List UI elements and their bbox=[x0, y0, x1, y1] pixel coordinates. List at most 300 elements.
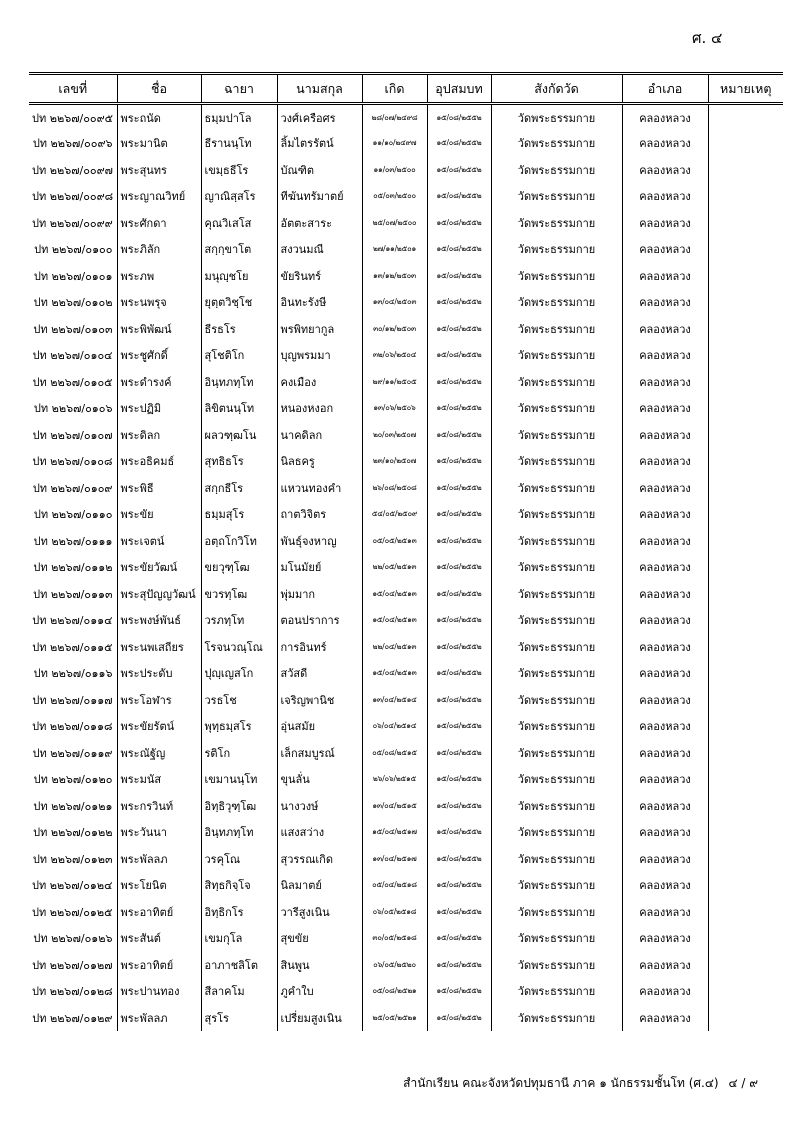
cell-temple: วัดพระธรรมกาย bbox=[491, 263, 622, 290]
cell-number: ปท ๒๒๖๗/๐๑๑๙ bbox=[32, 746, 113, 760]
cell-chaya: พุทฺธมฺสโร bbox=[201, 713, 277, 740]
form-code: ศ. ๔ bbox=[692, 29, 723, 47]
cell-number: ปท ๒๒๖๗/๐๑๐๙ bbox=[32, 481, 113, 495]
cell-temple: วัดพระธรรมกาย bbox=[491, 740, 622, 767]
cell-remark bbox=[708, 501, 783, 528]
cell-district: คลองหลวง bbox=[622, 289, 708, 316]
cell-ordination-date: ๑๕/๐๘/๒๕๕๒ bbox=[427, 634, 491, 661]
cell-district: คลองหลวง bbox=[622, 978, 708, 1005]
cell-chaya: สุรโร bbox=[201, 1005, 277, 1032]
cell-temple: วัดพระธรรมกาย bbox=[491, 448, 622, 475]
cell-remark bbox=[708, 660, 783, 687]
cell-number: ปท ๒๒๖๗/๐๑๐๖ bbox=[33, 402, 113, 416]
cell-chaya: อินฺทภทฺโท bbox=[201, 369, 277, 396]
cell-number: ปท ๒๒๖๗/๐๑๑๓ bbox=[33, 587, 113, 601]
header-number: เลขที่ bbox=[29, 74, 117, 104]
header-ordination: อุปสมบท bbox=[427, 74, 491, 104]
cell-surname: ขุนลั่น bbox=[277, 766, 362, 793]
cell-ordination-date: ๑๕/๐๘/๒๕๕๒ bbox=[427, 236, 491, 263]
cell-surname: ทีฆันทรัมาตย์ bbox=[277, 183, 362, 210]
table-row bbox=[29, 210, 783, 237]
cell-ordination-date: ๑๕/๐๘/๒๕๕๒ bbox=[427, 554, 491, 581]
cell-remark bbox=[708, 183, 783, 210]
cell-number: ปท ๒๒๖๗/๐๐๙๙ bbox=[32, 216, 113, 230]
cell-chaya: รติโก bbox=[201, 740, 277, 767]
cell-temple: วัดพระธรรมกาย bbox=[491, 104, 622, 131]
page-footer bbox=[397, 1074, 758, 1093]
cell-birth-date: ๐๕/๐๘/๒๕๑๕ bbox=[362, 740, 427, 767]
cell-district: คลองหลวง bbox=[622, 395, 708, 422]
cell-surname: เจริญพานิช bbox=[277, 687, 362, 714]
cell-name: พระขัยวัฒน์ bbox=[117, 554, 201, 581]
cell-name: พระญาณวิทย์ bbox=[117, 183, 201, 210]
cell-birth-date: ๐๖/๐๕/๒๕๒๐ bbox=[362, 952, 427, 979]
cell-birth-date: ๑๕/๐๔/๒๕๑๓ bbox=[362, 607, 427, 634]
header-remark: หมายเหตุ bbox=[708, 74, 783, 104]
cell-birth-date: ๑๑/๐๓/๒๕๐๐ bbox=[362, 157, 427, 184]
cell-number: ปท ๒๒๖๗/๐๑๑๒ bbox=[33, 561, 113, 575]
cell-number: ปท ๒๒๖๗/๐๑๒๕ bbox=[32, 905, 113, 919]
cell-chaya: เขมานนฺโท bbox=[201, 766, 277, 793]
cell-district: คลองหลวง bbox=[622, 263, 708, 290]
cell-birth-date: ๑๓/๐๔/๒๕๐๓ bbox=[362, 289, 427, 316]
cell-remark bbox=[708, 104, 783, 131]
cell-temple: วัดพระธรรมกาย bbox=[491, 660, 622, 687]
cell-ordination-date: ๑๕/๐๘/๒๕๕๒ bbox=[427, 660, 491, 687]
cell-temple: วัดพระธรรมกาย bbox=[491, 395, 622, 422]
table-row bbox=[29, 793, 783, 820]
cell-chaya: สุโชติโก bbox=[201, 342, 277, 369]
table-row bbox=[29, 872, 783, 899]
cell-birth-date: ๐๕/๐๔/๒๕๑๘ bbox=[362, 872, 427, 899]
cell-number: ปท ๒๒๖๗/๐๐๙๗ bbox=[32, 163, 113, 177]
cell-number: ปท ๒๒๖๗/๐๑๑๕ bbox=[32, 640, 113, 654]
cell-number: ปท ๒๒๖๗/๐๑๐๓ bbox=[33, 322, 113, 336]
table-row bbox=[29, 687, 783, 714]
cell-remark bbox=[708, 210, 783, 237]
table-row bbox=[29, 236, 783, 263]
cell-temple: วัดพระธรรมกาย bbox=[491, 819, 622, 846]
cell-birth-date: ๑๓/๐๔/๒๕๑๗ bbox=[362, 846, 427, 873]
cell-district: คลองหลวง bbox=[622, 634, 708, 661]
cell-name: พระถนัด bbox=[117, 104, 201, 131]
cell-district: คลองหลวง bbox=[622, 687, 708, 714]
cell-district: คลองหลวง bbox=[622, 369, 708, 396]
cell-name: พระปฏิมิ bbox=[117, 395, 201, 422]
cell-number: ปท ๒๒๖๗/๐๑๒๓ bbox=[32, 852, 113, 866]
cell-ordination-date: ๑๕/๐๘/๒๕๕๒ bbox=[427, 210, 491, 237]
table-header-row bbox=[29, 74, 783, 104]
cell-chaya: เขมกุโล bbox=[201, 925, 277, 952]
cell-temple: วัดพระธรรมกาย bbox=[491, 342, 622, 369]
cell-temple: วัดพระธรรมกาย bbox=[491, 183, 622, 210]
cell-number: ปท ๒๒๖๗/๐๑๒๑ bbox=[33, 799, 113, 813]
cell-remark bbox=[708, 1005, 783, 1032]
header-district: อำเภอ bbox=[622, 74, 708, 104]
cell-chaya: โรจนวณฺโณ bbox=[201, 634, 277, 661]
cell-district: คลองหลวง bbox=[622, 104, 708, 131]
cell-surname: เล็กสมบูรณ์ bbox=[277, 740, 362, 767]
cell-ordination-date: ๑๕/๐๘/๒๕๕๒ bbox=[427, 104, 491, 131]
cell-surname: แหวนทองคำ bbox=[277, 475, 362, 502]
cell-name: พระดิลก bbox=[117, 422, 201, 449]
cell-ordination-date: ๑๕/๐๘/๒๕๕๒ bbox=[427, 448, 491, 475]
cell-chaya: เขมฺธธีโร bbox=[201, 157, 277, 184]
table-row bbox=[29, 289, 783, 316]
cell-chaya: สิทฺธกิจฺโจ bbox=[201, 872, 277, 899]
cell-surname: ภูคำใบ bbox=[277, 978, 362, 1005]
cell-number: ปท ๒๒๖๗/๐๑๑๖ bbox=[33, 667, 113, 681]
cell-chaya: อิทฺธิวุฑฺโฒ bbox=[201, 793, 277, 820]
cell-birth-date: ๒๐/๐๓/๒๕๐๗ bbox=[362, 422, 427, 449]
cell-name: พระอธิคมธ์ bbox=[117, 448, 201, 475]
table-row bbox=[29, 899, 783, 926]
cell-temple: วัดพระธรรมกาย bbox=[491, 793, 622, 820]
cell-name: พระมนัส bbox=[117, 766, 201, 793]
cell-ordination-date: ๑๕/๐๘/๒๕๕๒ bbox=[427, 978, 491, 1005]
cell-surname: ลิ้มไตรรัตน์ bbox=[277, 130, 362, 157]
cell-chaya: วรธโช bbox=[201, 687, 277, 714]
cell-remark bbox=[708, 846, 783, 873]
cell-surname: บัณฑิต bbox=[277, 157, 362, 184]
cell-ordination-date: ๑๕/๐๘/๒๕๕๒ bbox=[427, 740, 491, 767]
cell-surname: สงวนมณี bbox=[277, 236, 362, 263]
cell-surname: สินพูน bbox=[277, 952, 362, 979]
cell-district: คลองหลวง bbox=[622, 952, 708, 979]
cell-district: คลองหลวง bbox=[622, 554, 708, 581]
cell-name: พระภพ bbox=[117, 263, 201, 290]
cell-birth-date: ๐๖/๐๕/๒๕๑๘ bbox=[362, 899, 427, 926]
cell-name: พระขัย bbox=[117, 501, 201, 528]
cell-ordination-date: ๑๕/๐๘/๒๕๕๒ bbox=[427, 872, 491, 899]
cell-chaya: ลิขิตนนฺโท bbox=[201, 395, 277, 422]
cell-district: คลองหลวง bbox=[622, 475, 708, 502]
cell-birth-date: ๒๖/๐๘/๒๕๐๘ bbox=[362, 475, 427, 502]
table-row bbox=[29, 819, 783, 846]
table-row bbox=[29, 978, 783, 1005]
cell-number: ปท ๒๒๖๗/๐๐๙๘ bbox=[32, 190, 114, 204]
cell-chaya: อินฺทภทฺโท bbox=[201, 819, 277, 846]
cell-birth-date: ๐๕/๐๕/๒๕๑๓ bbox=[362, 528, 427, 555]
cell-remark bbox=[708, 395, 783, 422]
cell-surname: สุขขัย bbox=[277, 925, 362, 952]
cell-temple: วัดพระธรรมกาย bbox=[491, 369, 622, 396]
cell-chaya: อตฺถโกวิโท bbox=[201, 528, 277, 555]
cell-remark bbox=[708, 528, 783, 555]
cell-temple: วัดพระธรรมกาย bbox=[491, 581, 622, 608]
cell-temple: วัดพระธรรมกาย bbox=[491, 978, 622, 1005]
cell-number: ปท ๒๒๖๗/๐๑๑๔ bbox=[32, 614, 113, 628]
cell-name: พระพัลลภ bbox=[117, 1005, 201, 1032]
table-row bbox=[29, 369, 783, 396]
table-row bbox=[29, 263, 783, 290]
cell-temple: วัดพระธรรมกาย bbox=[491, 713, 622, 740]
cell-name: พระวันนา bbox=[117, 819, 201, 846]
cell-number: ปท ๒๒๖๗/๐๑๒๒ bbox=[33, 826, 113, 840]
cell-chaya: ขวรทฺโฒ bbox=[201, 581, 277, 608]
table-row bbox=[29, 766, 783, 793]
cell-ordination-date: ๑๕/๐๘/๒๕๕๒ bbox=[427, 369, 491, 396]
table-row bbox=[29, 501, 783, 528]
cell-ordination-date: ๑๕/๐๘/๒๕๕๒ bbox=[427, 475, 491, 502]
cell-temple: วัดพระธรรมกาย bbox=[491, 289, 622, 316]
cell-surname: นิลมาตย์ bbox=[277, 872, 362, 899]
table-row bbox=[29, 342, 783, 369]
cell-birth-date: ๐๖/๐๔/๒๕๑๔ bbox=[362, 713, 427, 740]
cell-name: พระณัฐัญ bbox=[117, 740, 201, 767]
cell-number: ปท ๒๒๖๗/๐๑๑๘ bbox=[32, 720, 113, 734]
cell-district: คลองหลวง bbox=[622, 157, 708, 184]
cell-district: คลองหลวง bbox=[622, 925, 708, 952]
cell-birth-date: ๒๘/๐๗/๒๔๙๘ bbox=[362, 104, 427, 131]
cell-number: ปท ๒๒๖๗/๐๑๑๑ bbox=[33, 534, 113, 548]
cell-chaya: สุทธิธโร bbox=[201, 448, 277, 475]
cell-district: คลองหลวง bbox=[622, 713, 708, 740]
table-body bbox=[29, 104, 783, 1032]
cell-remark bbox=[708, 316, 783, 343]
cell-remark bbox=[708, 581, 783, 608]
cell-surname: พรพิทยากูล bbox=[277, 316, 362, 343]
cell-remark bbox=[708, 925, 783, 952]
cell-surname: เปรี่ยมสูงเนิน bbox=[277, 1005, 362, 1032]
table-row bbox=[29, 554, 783, 581]
cell-temple: วัดพระธรรมกาย bbox=[491, 316, 622, 343]
table-row bbox=[29, 130, 783, 157]
table-row bbox=[29, 607, 783, 634]
cell-chaya: คุณวิเสโส bbox=[201, 210, 277, 237]
cell-ordination-date: ๑๕/๐๘/๒๕๕๒ bbox=[427, 130, 491, 157]
table-row bbox=[29, 660, 783, 687]
cell-birth-date: ๑๕/๐๔/๒๕๑๗ bbox=[362, 819, 427, 846]
cell-surname: พุ่มมาก bbox=[277, 581, 362, 608]
cell-name: พระสุปัญญวัฒน์ bbox=[117, 581, 201, 608]
cell-remark bbox=[708, 687, 783, 714]
table-row bbox=[29, 528, 783, 555]
cell-name: พระพิพัฒน์ bbox=[117, 316, 201, 343]
cell-surname: ถาตวิจิตร bbox=[277, 501, 362, 528]
cell-name: พระพัลลภ bbox=[117, 846, 201, 873]
cell-ordination-date: ๑๕/๐๘/๒๕๕๒ bbox=[427, 846, 491, 873]
cell-chaya: ขยวุฑฺโฒ bbox=[201, 554, 277, 581]
cell-surname: บุญพรมมา bbox=[277, 342, 362, 369]
cell-temple: วัดพระธรรมกาย bbox=[491, 872, 622, 899]
cell-surname: พันธุ์จงหาญ bbox=[277, 528, 362, 555]
cell-district: คลองหลวง bbox=[622, 316, 708, 343]
cell-remark bbox=[708, 793, 783, 820]
cell-district: คลองหลวง bbox=[622, 660, 708, 687]
cell-ordination-date: ๑๕/๐๘/๒๕๕๒ bbox=[427, 263, 491, 290]
cell-remark bbox=[708, 607, 783, 634]
cell-birth-date: ๓๐/๐๕/๒๕๑๘ bbox=[362, 925, 427, 952]
cell-district: คลองหลวง bbox=[622, 130, 708, 157]
table-row bbox=[29, 634, 783, 661]
cell-chaya: อิทฺธิกโร bbox=[201, 899, 277, 926]
cell-chaya: วรภทฺโท bbox=[201, 607, 277, 634]
cell-surname: สุวรรณเกิด bbox=[277, 846, 362, 873]
cell-temple: วัดพระธรรมกาย bbox=[491, 501, 622, 528]
cell-ordination-date: ๑๕/๐๘/๒๕๕๒ bbox=[427, 687, 491, 714]
cell-name: พระพงษ์พันธ์ bbox=[117, 607, 201, 634]
cell-birth-date: ๑๕/๐๔/๒๕๑๓ bbox=[362, 660, 427, 687]
cell-surname: แสงสว่าง bbox=[277, 819, 362, 846]
cell-remark bbox=[708, 740, 783, 767]
cell-remark bbox=[708, 289, 783, 316]
cell-district: คลองหลวง bbox=[622, 766, 708, 793]
cell-surname: อัตตะสาระ bbox=[277, 210, 362, 237]
cell-ordination-date: ๑๕/๐๘/๒๕๕๒ bbox=[427, 157, 491, 184]
cell-surname: ขัยรินทร์ bbox=[277, 263, 362, 290]
cell-district: คลองหลวง bbox=[622, 899, 708, 926]
cell-surname: สวัสดี bbox=[277, 660, 362, 687]
cell-ordination-date: ๑๕/๐๘/๒๕๕๒ bbox=[427, 316, 491, 343]
cell-temple: วัดพระธรรมกาย bbox=[491, 899, 622, 926]
table-row bbox=[29, 104, 783, 131]
cell-birth-date: ๑๓/๐๖/๒๕๐๖ bbox=[362, 395, 427, 422]
cell-number: ปท ๒๒๖๗/๐๐๙๕ bbox=[32, 111, 114, 125]
roster-table bbox=[29, 72, 783, 1031]
header-chaya: ฉายา bbox=[201, 74, 277, 104]
cell-name: พระนพรุจ bbox=[117, 289, 201, 316]
cell-ordination-date: ๑๕/๐๘/๒๕๕๒ bbox=[427, 183, 491, 210]
cell-number: ปท ๒๒๖๗/๐๑๑๗ bbox=[32, 693, 113, 707]
cell-district: คลองหลวง bbox=[622, 740, 708, 767]
cell-chaya: ธมฺมสุโร bbox=[201, 501, 277, 528]
cell-district: คลองหลวง bbox=[622, 581, 708, 608]
cell-chaya: วรคุโณ bbox=[201, 846, 277, 873]
cell-chaya: ปุญฺเญสโก bbox=[201, 660, 277, 687]
cell-district: คลองหลวง bbox=[622, 793, 708, 820]
cell-temple: วัดพระธรรมกาย bbox=[491, 157, 622, 184]
cell-surname: คงเมือง bbox=[277, 369, 362, 396]
cell-temple: วัดพระธรรมกาย bbox=[491, 1005, 622, 1032]
cell-ordination-date: ๑๕/๐๘/๒๕๕๒ bbox=[427, 713, 491, 740]
cell-ordination-date: ๑๕/๐๘/๒๕๕๒ bbox=[427, 501, 491, 528]
table-row bbox=[29, 316, 783, 343]
cell-birth-date: ๐๕/๐๘/๒๕๒๑ bbox=[362, 978, 427, 1005]
cell-chaya: ธมฺมปาโล bbox=[201, 104, 277, 131]
cell-number: ปท ๒๒๖๗/๐๐๙๖ bbox=[32, 137, 113, 151]
cell-name: พระศักดา bbox=[117, 210, 201, 237]
cell-chaya: สีลาคโม bbox=[201, 978, 277, 1005]
cell-chaya: ธีรธโร bbox=[201, 316, 277, 343]
table-row bbox=[29, 395, 783, 422]
cell-chaya: อาภาชลิโต bbox=[201, 952, 277, 979]
cell-surname: นาคดิลก bbox=[277, 422, 362, 449]
cell-birth-date: ๑๕/๐๔/๒๕๑๓ bbox=[362, 581, 427, 608]
cell-number: ปท ๒๒๖๗/๐๑๒๔ bbox=[32, 879, 113, 893]
cell-temple: วัดพระธรรมกาย bbox=[491, 422, 622, 449]
cell-remark bbox=[708, 899, 783, 926]
cell-number: ปท ๒๒๖๗/๐๑๐๔ bbox=[32, 349, 113, 363]
cell-birth-date: ๒๓/๑๐/๒๕๐๗ bbox=[362, 448, 427, 475]
cell-district: คลองหลวง bbox=[622, 501, 708, 528]
cell-name: พระสันต์ bbox=[117, 925, 201, 952]
header-temple: สังกัดวัด bbox=[491, 74, 622, 104]
cell-surname: วารีสูงเนิน bbox=[277, 899, 362, 926]
cell-ordination-date: ๑๕/๐๘/๒๕๕๒ bbox=[427, 1005, 491, 1032]
cell-district: คลองหลวง bbox=[622, 846, 708, 873]
cell-remark bbox=[708, 554, 783, 581]
cell-surname: มโนมัยย์ bbox=[277, 554, 362, 581]
cell-birth-date: ๐๕/๐๓/๒๕๐๐ bbox=[362, 183, 427, 210]
cell-name: พระชูศักดิ์ bbox=[117, 342, 201, 369]
cell-chaya: สกฺกฺขาโต bbox=[201, 236, 277, 263]
cell-remark bbox=[708, 157, 783, 184]
cell-district: คลองหลวง bbox=[622, 422, 708, 449]
header-surname: นามสกุล bbox=[277, 74, 362, 104]
cell-name: พระนพเสถียร bbox=[117, 634, 201, 661]
cell-chaya: ยุตฺตวิชฺโช bbox=[201, 289, 277, 316]
cell-temple: วัดพระธรรมกาย bbox=[491, 634, 622, 661]
cell-remark bbox=[708, 422, 783, 449]
cell-number: ปท ๒๒๖๗/๐๑๐๐ bbox=[34, 243, 113, 257]
cell-number: ปท ๒๒๖๗/๐๑๐๕ bbox=[32, 375, 113, 389]
cell-birth-date: ๕๔/๐๕/๒๕๐๙ bbox=[362, 501, 427, 528]
footer-text: สำนักเรียน คณะจังหวัดปทุมธานี ภาค ๑ นักธรรมชั้นโท (ศ.๔) bbox=[403, 1076, 719, 1090]
cell-birth-date: ๒๒/๐๔/๒๕๑๓ bbox=[362, 634, 427, 661]
cell-name: พระสุนทร bbox=[117, 157, 201, 184]
cell-name: พระภิลัก bbox=[117, 236, 201, 263]
cell-name: พระอาทิตย์ bbox=[117, 899, 201, 926]
cell-birth-date: ๒๕/๐๕/๒๕๒๑ bbox=[362, 1005, 427, 1032]
roster-table-wrap bbox=[29, 72, 783, 1031]
cell-ordination-date: ๑๕/๐๘/๒๕๕๒ bbox=[427, 342, 491, 369]
cell-surname: วงศ์เครือศร bbox=[277, 104, 362, 131]
table-row bbox=[29, 475, 783, 502]
cell-temple: วัดพระธรรมกาย bbox=[491, 528, 622, 555]
cell-number: ปท ๒๒๖๗/๐๑๒๗ bbox=[32, 958, 113, 972]
cell-remark bbox=[708, 819, 783, 846]
cell-number: ปท ๒๒๖๗/๐๑๐๑ bbox=[33, 269, 113, 283]
cell-surname: อุ่นสมัย bbox=[277, 713, 362, 740]
cell-surname: นิลธครู bbox=[277, 448, 362, 475]
cell-temple: วัดพระธรรมกาย bbox=[491, 846, 622, 873]
cell-temple: วัดพระธรรมกาย bbox=[491, 766, 622, 793]
cell-surname: หนองหงอก bbox=[277, 395, 362, 422]
cell-birth-date: ๓๐/๑๒/๒๕๐๓ bbox=[362, 316, 427, 343]
table-row bbox=[29, 740, 783, 767]
cell-birth-date: ๒๕/๐๗/๒๕๐๐ bbox=[362, 210, 427, 237]
cell-number: ปท ๒๒๖๗/๐๑๒๘ bbox=[32, 985, 113, 999]
cell-remark bbox=[708, 713, 783, 740]
cell-district: คลองหลวง bbox=[622, 448, 708, 475]
cell-chaya: ญาณิสฺสโร bbox=[201, 183, 277, 210]
cell-number: ปท ๒๒๖๗/๐๑๑๐ bbox=[33, 508, 113, 522]
cell-birth-date: ๒๗/๑๑/๒๕๐๑ bbox=[362, 236, 427, 263]
cell-name: พระประดับ bbox=[117, 660, 201, 687]
cell-surname: อินทะรังษี bbox=[277, 289, 362, 316]
header-birth: เกิด bbox=[362, 74, 427, 104]
cell-number: ปท ๒๒๖๗/๐๑๐๒ bbox=[33, 296, 113, 310]
cell-district: คลองหลวง bbox=[622, 1005, 708, 1032]
cell-surname: การอินทร์ bbox=[277, 634, 362, 661]
cell-remark bbox=[708, 263, 783, 290]
cell-remark bbox=[708, 448, 783, 475]
cell-chaya: ผลวฑฺฒโน bbox=[201, 422, 277, 449]
cell-remark bbox=[708, 342, 783, 369]
cell-ordination-date: ๑๕/๐๘/๒๕๕๒ bbox=[427, 289, 491, 316]
cell-birth-date: ๒๙/๑๑/๒๕๐๕ bbox=[362, 369, 427, 396]
cell-temple: วัดพระธรรมกาย bbox=[491, 475, 622, 502]
cell-name: พระอาทิตย์ bbox=[117, 952, 201, 979]
cell-birth-date: ๑๓/๐๔/๒๕๑๕ bbox=[362, 793, 427, 820]
cell-ordination-date: ๑๕/๐๘/๒๕๕๒ bbox=[427, 819, 491, 846]
cell-birth-date: ๓๒/๐๖/๒๕๐๔ bbox=[362, 342, 427, 369]
cell-district: คลองหลวง bbox=[622, 342, 708, 369]
cell-temple: วัดพระธรรมกาย bbox=[491, 925, 622, 952]
cell-number: ปท ๒๒๖๗/๐๑๒๙ bbox=[32, 1011, 113, 1025]
cell-remark bbox=[708, 952, 783, 979]
